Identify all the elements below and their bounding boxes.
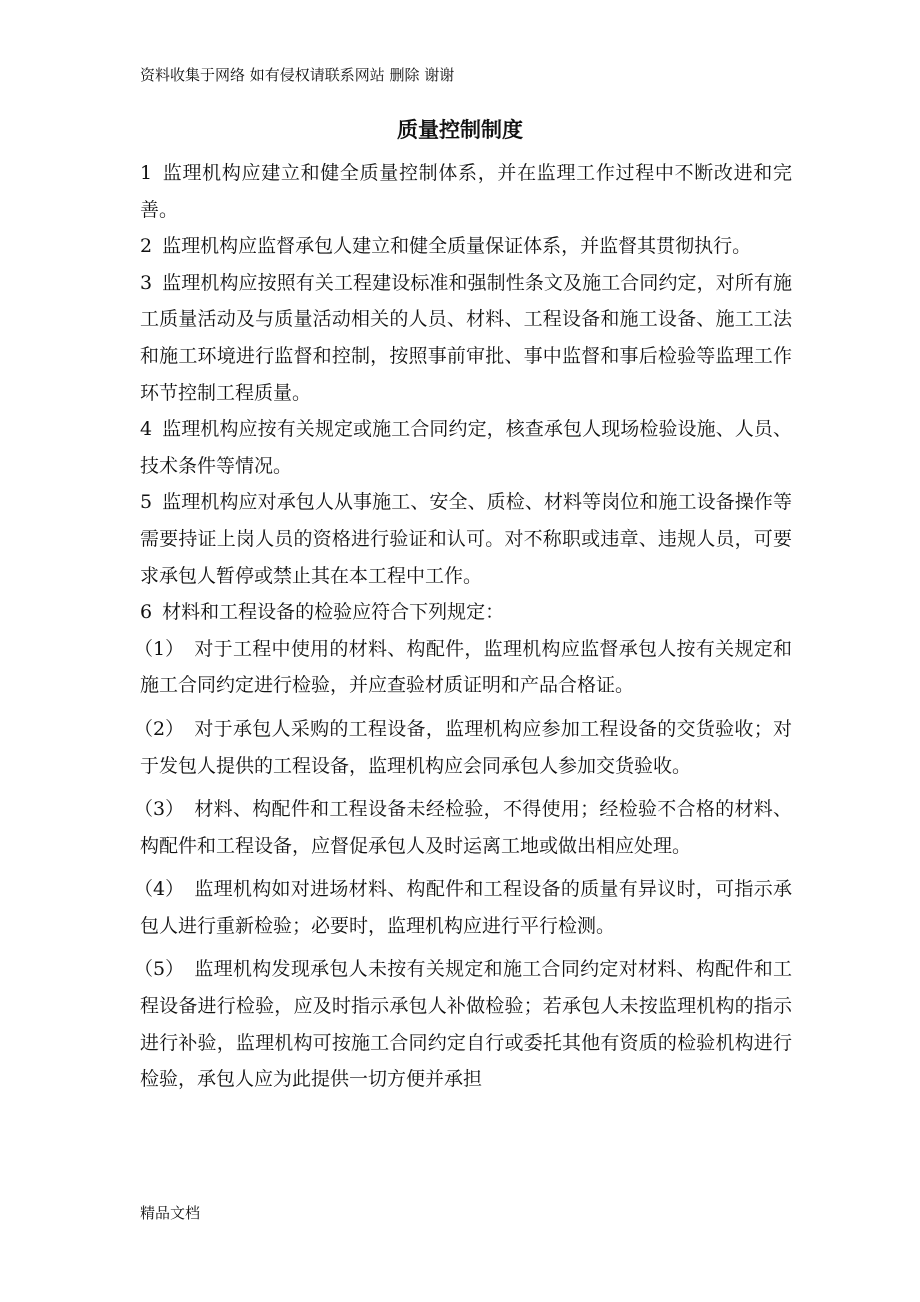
subitem-text: 对于工程中使用的材料、构配件，监理机构应监督承包人按有关规定和施工合同约定进行检验，并应查验材质证明和产品合格证。 bbox=[140, 637, 792, 697]
clause-number: 5 bbox=[140, 491, 153, 514]
subitem-number: （1） bbox=[134, 637, 185, 660]
subitem-text: 监理机构如对进场材料、构配件和工程设备的质量有异议时，可指示承包人进行重新检验；必要时，监理机构应进行平行检测。 bbox=[140, 878, 792, 937]
subitem-number: （3） bbox=[134, 798, 185, 821]
page-footer: 精品文档 bbox=[140, 1204, 201, 1222]
clause-text: 监理机构应对承包人从事施工、安全、质检、材料等岗位和施工设备操作等需要持证上岗人员的资格进行验证和认可。对不称职或违章、违规人员，可要求承包人暂停或禁止其在本工程中工作。 bbox=[140, 491, 792, 587]
subitem-1 bbox=[134, 631, 792, 704]
clause-text: 材料和工程设备的检验应符合下列规定： bbox=[162, 601, 505, 624]
clause-1 bbox=[140, 155, 792, 228]
subitem-text: 对于承包人采购的工程设备，监理机构应参加工程设备的交货验收；对于发包人提供的工程设备，监理机构应会同承包人参加交货验收。 bbox=[140, 717, 792, 777]
clause-number: 6 bbox=[140, 601, 153, 624]
clause-4 bbox=[140, 411, 792, 484]
page-header: 资料收集于网络 如有侵权请联系网站 删除 谢谢 bbox=[140, 66, 455, 84]
clause-2 bbox=[140, 228, 792, 265]
subitem-4 bbox=[134, 871, 792, 944]
subitem-number: （2） bbox=[134, 717, 185, 740]
clause-text: 监理机构应按照有关工程建设标准和强制性条文及施工合同约定，对所有施工质量活动及与质量活动相关的人员、材料、工程设备和施工设备、施工工法和施工环境进行监督和控制，按照事前审批、事中监督和事后检验等监理工作环节控制工程质量。 bbox=[140, 271, 792, 404]
clause-number: 3 bbox=[140, 271, 153, 294]
clause-number: 2 bbox=[140, 235, 153, 258]
subitem-text: 材料、构配件和工程设备未经检验，不得使用；经检验不合格的材料、构配件和工程设备，应督促承包人及时运离工地或做出相应处理。 bbox=[140, 798, 792, 857]
clause-3 bbox=[140, 265, 792, 411]
clause-number: 4 bbox=[140, 418, 153, 441]
clause-text: 监理机构应监督承包人建立和健全质量保证体系，并监督其贯彻执行。 bbox=[162, 235, 752, 258]
subitem-5 bbox=[134, 951, 792, 1097]
clause-number: 1 bbox=[140, 162, 153, 184]
subitem-number: （5） bbox=[134, 958, 185, 981]
subitem-3 bbox=[134, 791, 792, 864]
subitem-text: 监理机构发现承包人未按有关规定和施工合同约定对材料、构配件和工程设备进行检验，应及时指示承包人补做检验；若承包人未按监理机构的指示进行补验，监理机构可按施工合同约定自行或委托其他有资质的检验机构进行检验，承包人应为此提供一切方便并承担 bbox=[140, 958, 792, 1091]
document-title: 质量控制制度 bbox=[397, 118, 523, 142]
subitem-2 bbox=[134, 711, 792, 784]
subitem-number: （4） bbox=[134, 878, 185, 901]
clause-text: 监理机构应按有关规定或施工合同约定，核查承包人现场检验设施、人员、技术条件等情况。 bbox=[140, 418, 792, 477]
document-body bbox=[134, 155, 792, 1098]
clause-6 bbox=[140, 594, 792, 631]
clause-5 bbox=[140, 484, 792, 594]
clause-text: 监理机构应建立和健全质量控制体系，并在监理工作过程中不断改进和完善。 bbox=[140, 162, 792, 221]
